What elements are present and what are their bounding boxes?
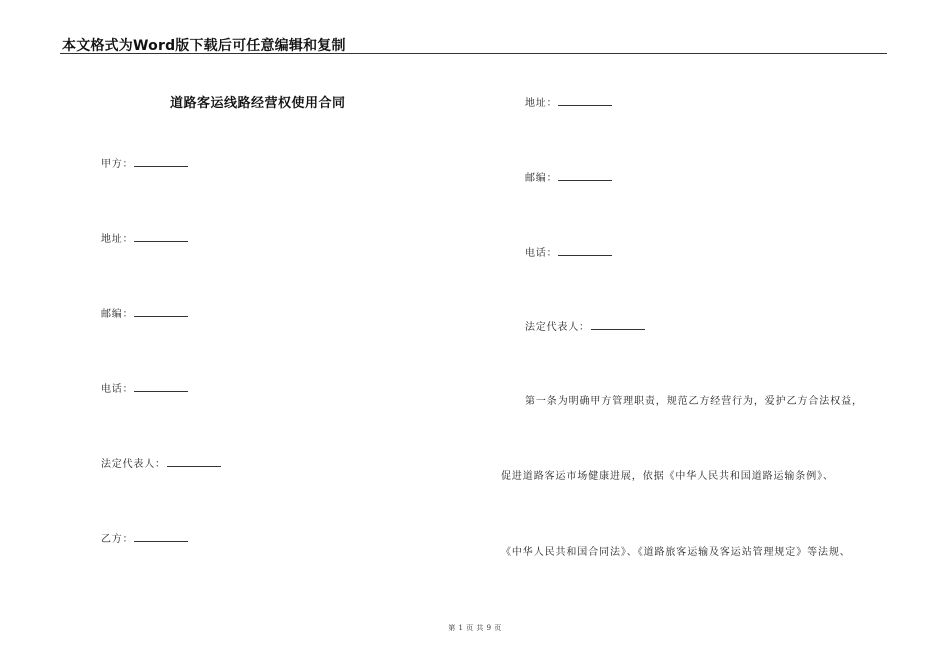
party-b-address-field [525, 94, 612, 109]
party-a-phone-field [101, 380, 188, 395]
article-one-line-1: 第一条为明确甲方管理职责，规范乙方经营行为，爱护乙方合法权益， [525, 396, 863, 407]
party-a-phone-blank [134, 382, 188, 392]
party-b-phone-label: 电话： [525, 248, 558, 259]
party-a-blank [134, 157, 188, 167]
party-b-phone-blank [558, 246, 612, 256]
article-one-line-3: 《中华人民共和国合同法》、《道路旅客运输及客运站管理规定》等法规、 [501, 547, 851, 558]
header-divider [60, 53, 887, 54]
party-a-legal-rep-blank [167, 457, 221, 467]
party-b-postcode-blank [558, 171, 612, 181]
page-number: 第 1 页 共 9 页 [448, 624, 502, 632]
party-b-label: 乙方： [101, 534, 134, 545]
party-a-legal-rep-label: 法定代表人： [101, 459, 166, 470]
party-a-legal-rep-field [101, 455, 221, 470]
party-b-address-label: 地址： [525, 98, 558, 109]
party-a-phone-label: 电话： [101, 384, 134, 395]
party-a-label: 甲方： [101, 159, 134, 170]
party-b-legal-rep-label: 法定代表人： [525, 322, 590, 333]
party-b-phone-field [525, 244, 612, 259]
party-b-legal-rep-field [525, 318, 645, 333]
party-b-legal-rep-blank [591, 320, 645, 330]
party-a-postcode-blank [134, 307, 188, 317]
party-a-field [101, 155, 188, 170]
document-header: 本文格式为Word版下载后可任意编辑和复制 [62, 38, 346, 54]
party-a-address-blank [134, 232, 188, 242]
document-title: 道路客运线路经营权使用合同 [170, 96, 346, 111]
party-b-field [101, 530, 188, 545]
party-a-address-field [101, 230, 188, 245]
party-b-blank [134, 532, 188, 542]
party-a-postcode-label: 邮编： [101, 309, 134, 320]
party-a-address-label: 地址： [101, 234, 134, 245]
party-a-postcode-field [101, 305, 188, 320]
party-b-postcode-field [525, 169, 612, 184]
article-one-line-2: 促进道路客运市场健康进展，依据《中华人民共和国道路运输条例》、 [501, 471, 834, 482]
party-b-address-blank [558, 96, 612, 106]
party-b-postcode-label: 邮编： [525, 173, 558, 184]
